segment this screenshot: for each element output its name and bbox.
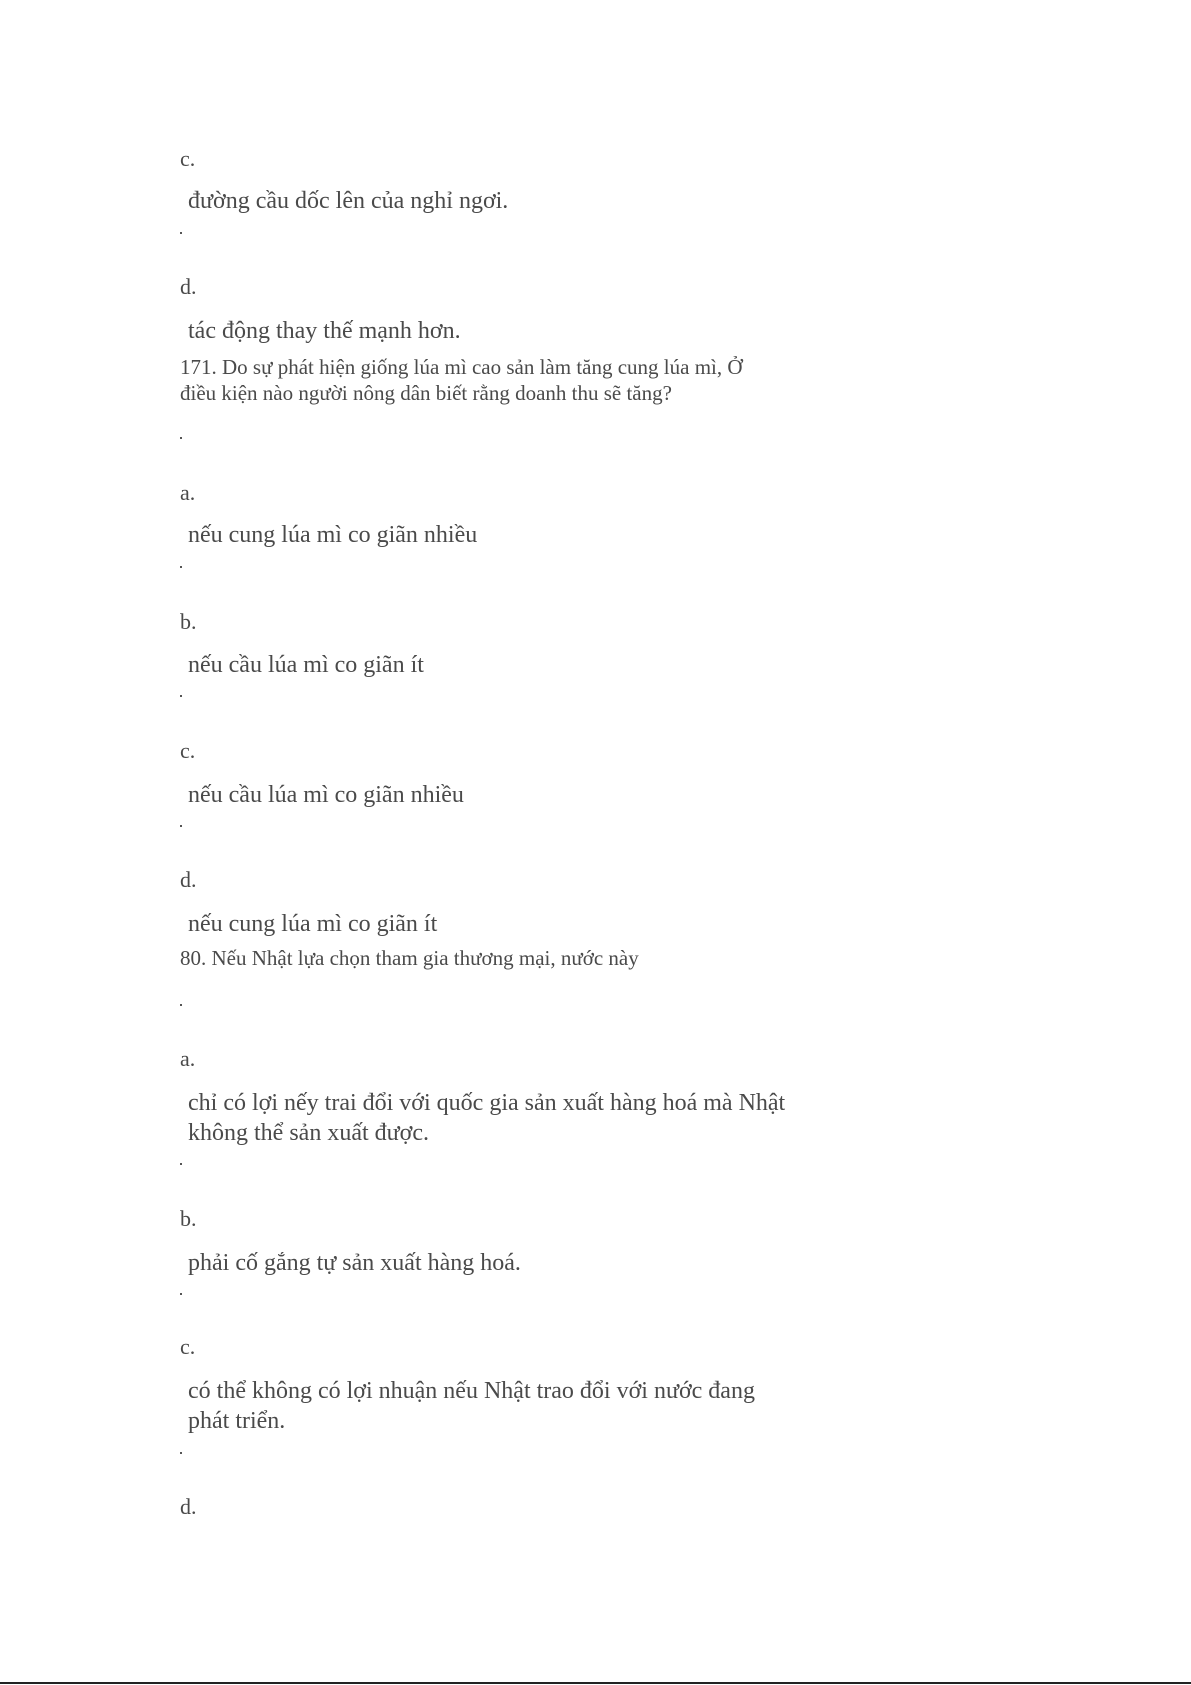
option-text: đường cầu dốc lên của nghỉ ngơi. (188, 188, 509, 214)
bullet-dot (180, 1163, 182, 1165)
option-label-d: d. (180, 274, 197, 299)
option-label-a: a. (180, 480, 196, 505)
option-text: tác động thay thế mạnh hơn. (188, 318, 461, 344)
bullet-dot (180, 437, 182, 439)
option-label-d: d. (180, 867, 197, 892)
bullet-dot (180, 566, 182, 568)
option-label-b: b. (180, 609, 197, 634)
option-text-line2: phát triển. (188, 1408, 286, 1434)
option-text: nếu cầu lúa mì co giãn ít (188, 652, 424, 678)
page-bottom-rule (0, 1682, 1191, 1684)
option-text: nếu cầu lúa mì co giãn nhiều (188, 782, 464, 808)
option-label-b: b. (180, 1206, 197, 1231)
option-text-line2: không thể sản xuất được. (188, 1120, 429, 1146)
option-text-line1: chỉ có lợi nếy trai đổi với quốc gia sản xuất hàng hoá mà Nhật (188, 1090, 786, 1116)
option-label-d: d. (180, 1494, 197, 1519)
bullet-dot (180, 825, 182, 827)
option-label-c: c. (180, 146, 196, 171)
bullet-dot (180, 695, 182, 697)
option-text: nếu cung lúa mì co giãn ít (188, 911, 438, 937)
question-171-line2: điều kiện nào người nông dân biết rằng doanh thu sẽ tăng? (180, 381, 672, 405)
bullet-dot (180, 1004, 182, 1006)
option-label-c: c. (180, 738, 196, 763)
option-text: nếu cung lúa mì co giãn nhiều (188, 522, 478, 548)
question-171-line1: 171. Do sự phát hiện giống lúa mì cao sản làm tăng cung lúa mì, Ở (180, 355, 743, 379)
bullet-dot (180, 1293, 182, 1295)
option-text: phải cố gắng tự sản xuất hàng hoá. (188, 1250, 521, 1276)
option-text-line1: có thể không có lợi nhuận nếu Nhật trao đổi với nước đang (188, 1378, 755, 1404)
bullet-dot (180, 1452, 182, 1454)
bullet-dot (180, 232, 182, 234)
question-80: 80. Nếu Nhật lựa chọn tham gia thương mại, nước này (180, 946, 639, 970)
option-label-a: a. (180, 1046, 196, 1071)
option-label-c: c. (180, 1334, 196, 1359)
